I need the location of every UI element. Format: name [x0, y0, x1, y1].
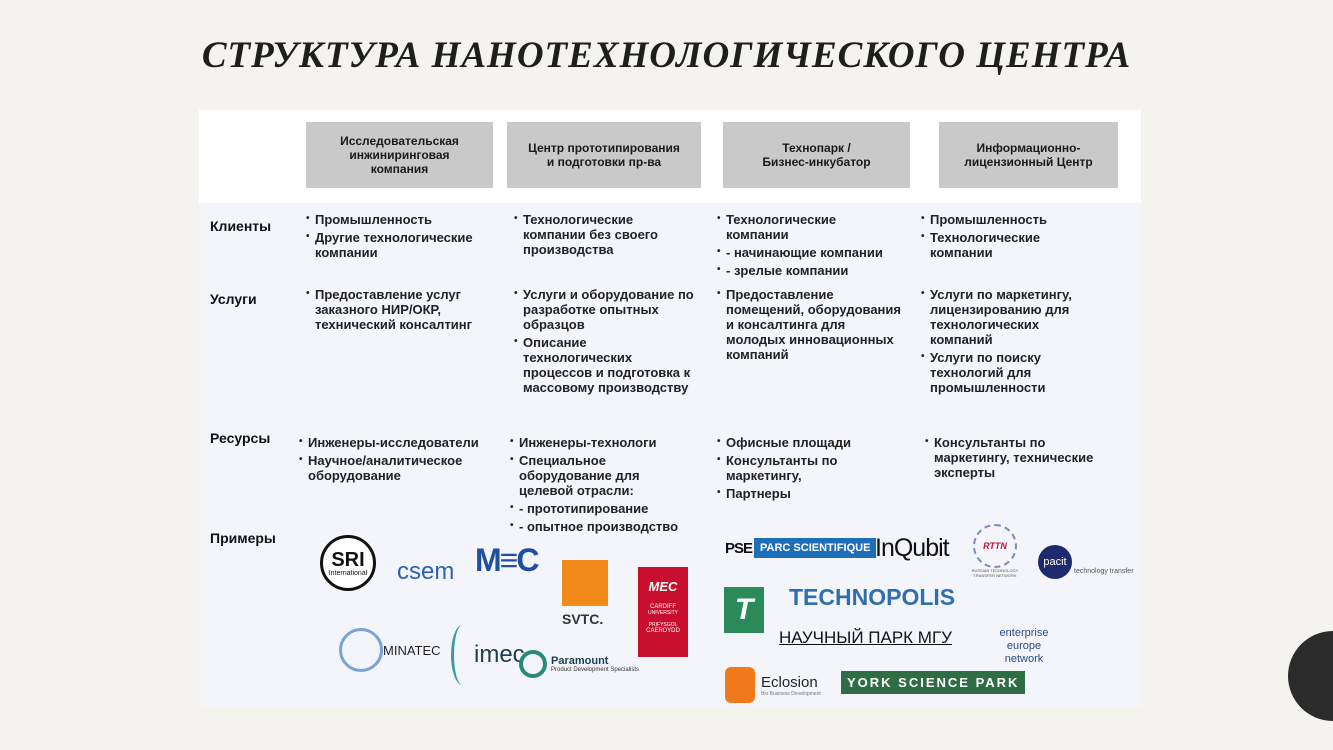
list-item: • Услуги по поиску технологий для промышленности	[921, 350, 1046, 395]
row-label-services: Услуги	[210, 291, 257, 307]
row-label-resources: Ресурсы	[210, 430, 271, 446]
row-label-clients: Клиенты	[210, 218, 272, 234]
minatec-text: MINATEC	[383, 642, 441, 658]
minatec-logo	[339, 628, 441, 672]
cell-clients-research	[306, 212, 501, 263]
pacit-logo	[1038, 545, 1134, 579]
cell-resources-licensing	[925, 435, 1125, 483]
mec-logo: M≡C	[475, 542, 538, 578]
list-item: • Инженеры-исследователи	[299, 435, 479, 450]
pacit-mark: pacit	[1038, 545, 1072, 579]
list-item: • Партнеры	[717, 486, 791, 501]
cardiff-mec-logo	[638, 567, 688, 657]
pacit-subtext: technology transfer	[1074, 567, 1134, 575]
list-item: • - опытное производство	[510, 519, 679, 534]
list-item: • Офисные площади	[717, 435, 851, 450]
technopolis-logo: TECHNOPOLIS	[789, 584, 956, 610]
eclosion-subtext: Bio Business Development	[761, 690, 821, 697]
page-title: СТРУКТУРА НАНОТЕХНОЛОГИЧЕСКОГО ЦЕНТРА	[201, 35, 1132, 76]
paramount-logo	[519, 650, 639, 678]
pse-text: PARC SCIENTIFIQUE	[754, 538, 876, 558]
column-header-prototyping: Центр прототипирования и подготовки пр-ва	[507, 122, 701, 188]
cardiff-line2: UNIVERSITY	[647, 610, 678, 616]
paramount-text: Paramount	[551, 655, 609, 667]
enterprise-europe-network-logo	[994, 613, 1054, 693]
list-item: • Описание технологических процессов и подготовка к массовому производству	[514, 335, 691, 395]
green-t-logo: T	[724, 587, 764, 633]
list-item: • Технологические компании	[921, 230, 1041, 260]
minatec-ring	[339, 628, 383, 672]
cardiff-line4: CAERDYDD	[646, 628, 680, 634]
cell-clients-technopark	[717, 212, 917, 281]
list-item: • Промышленность	[306, 212, 432, 227]
list-item: • Консультанты по маркетингу,	[717, 453, 838, 483]
list-item: • Предоставление услуг заказного НИР/ОКР, технический консалтинг	[306, 287, 473, 332]
cell-services-research	[306, 287, 506, 335]
cell-services-prototyping	[514, 287, 709, 398]
list-item: • Технологические компании	[717, 212, 837, 242]
list-item: • Услуги и оборудование по разработке опытных образцов	[514, 287, 694, 332]
csem-logo: csem	[397, 558, 455, 585]
msu-science-park-logo: НАУЧНЫЙ ПАРК МГУ	[779, 628, 952, 647]
list-item: • - зрелые компании	[717, 263, 849, 278]
svtc-text: SVTC.	[562, 611, 604, 627]
cell-resources-technopark	[717, 435, 917, 504]
list-item: • Инженеры-технологи	[510, 435, 657, 450]
cell-resources-prototyping	[510, 435, 710, 537]
list-item: • Консультанты по маркетингу, технические эксперты	[925, 435, 1094, 480]
pse-mark: PSE	[725, 539, 753, 557]
list-item: • Специальное оборудование для целевой отрасли:	[510, 453, 640, 498]
cardiff-line3: PRIFYSGOL	[648, 622, 678, 628]
cardiff-mark: MEC	[648, 579, 678, 594]
list-item: • Промышленность	[921, 212, 1047, 227]
decorative-circle	[1288, 631, 1333, 721]
cardiff-line1: CARDIFF	[650, 604, 676, 610]
paramount-mark	[519, 650, 547, 678]
structure-table	[199, 110, 1141, 708]
inqubit-logo: InQubit	[875, 534, 949, 562]
list-item: • - прототипирование	[510, 501, 649, 516]
list-item: • Другие технологические компании	[306, 230, 473, 260]
een-line2: europe	[1006, 640, 1042, 652]
sri-international-logo	[320, 532, 378, 598]
list-item: • Научное/аналитическое оборудование	[299, 453, 463, 483]
eclosion-mark	[725, 667, 755, 703]
eclosion-logo	[725, 667, 821, 703]
cell-services-licensing	[921, 287, 1121, 398]
list-item: • Предоставление помещений, оборудования и консалтинга для молодых инновационных компаний	[717, 287, 901, 362]
list-item: • Технологические компании без своего производства	[514, 212, 658, 257]
cell-resources-research	[299, 435, 504, 486]
rttn-mark: RTTN	[983, 541, 1007, 551]
imec-text: imec	[474, 641, 525, 668]
svtc-mark	[562, 560, 608, 606]
imec-logo	[451, 625, 525, 685]
row-label-examples: Примеры	[210, 530, 276, 546]
cell-services-technopark	[717, 287, 917, 365]
column-header-licensing: Информационно- лицензионный Центр	[939, 122, 1118, 188]
een-line1: enterprise	[999, 627, 1049, 639]
rttn-subtext: RUSSIAN TECHNOLOGY TRANSFER NETWORK	[971, 568, 1019, 578]
paramount-subtext: Product Development Specialists	[551, 667, 640, 673]
cell-clients-licensing	[921, 212, 1121, 263]
rttn-logo	[965, 524, 1025, 584]
column-header-technopark: Технопарк / Бизнес-инкубатор	[723, 122, 910, 188]
list-item: • Услуги по маркетингу, лицензированию для технологических компаний	[921, 287, 1072, 347]
column-header-research: Исследовательская инжиниринговая компания	[306, 122, 493, 188]
sri-logo-text: SRI	[331, 548, 365, 571]
list-item: • - начинающие компании	[717, 245, 883, 260]
sri-logo-subtext: International	[328, 569, 368, 577]
imec-swoosh	[451, 625, 474, 685]
york-science-park-logo: YORK SCIENCE PARK	[841, 671, 1025, 694]
cell-clients-prototyping	[514, 212, 709, 260]
svtc-logo	[562, 560, 610, 642]
eclosion-text: Eclosion	[761, 673, 818, 691]
parc-scientifique-logo	[725, 538, 876, 558]
een-line3: network	[1004, 653, 1044, 665]
